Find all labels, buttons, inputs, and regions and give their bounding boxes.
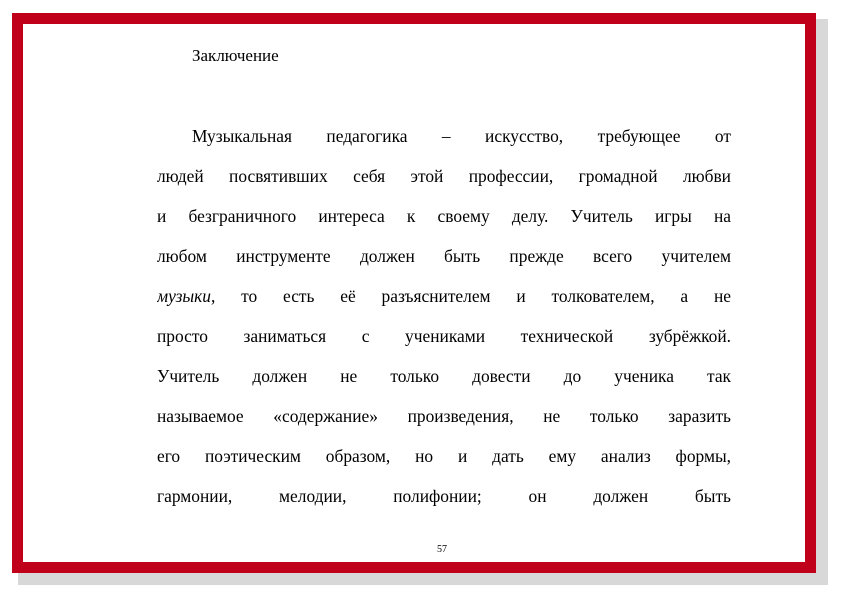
section-heading: Заключение [192, 46, 279, 65]
page-number: 57 [437, 544, 447, 555]
body-paragraph [157, 116, 731, 516]
text-line: любом инструменте должен быть прежде всего учителем [157, 246, 731, 266]
text-line: Музыкальная педагогика – искусство, требующее от [192, 126, 731, 146]
text-line-rest: , то есть её разъяснителем и толкователем, а не [210, 286, 731, 306]
text-line: его поэтическим образом, но и дать ему анализ формы, [157, 446, 731, 466]
text-line: и безграничного интереса к своему делу. Учитель игры на [157, 206, 731, 226]
text-line: гармонии, мелодии, полифонии; он должен быть [157, 486, 731, 506]
emphasized-word: музыки [157, 286, 211, 306]
text-line: называемое «содержание» произведения, не только заразить [157, 406, 731, 426]
text-line: Учитель должен не только довести до ученика так [157, 366, 731, 386]
text-line [157, 276, 731, 316]
text-line: просто заниматься с учениками технической зубрёжкой. [157, 326, 731, 346]
text-line: людей посвятивших себя этой профессии, громадной любви [157, 166, 731, 186]
